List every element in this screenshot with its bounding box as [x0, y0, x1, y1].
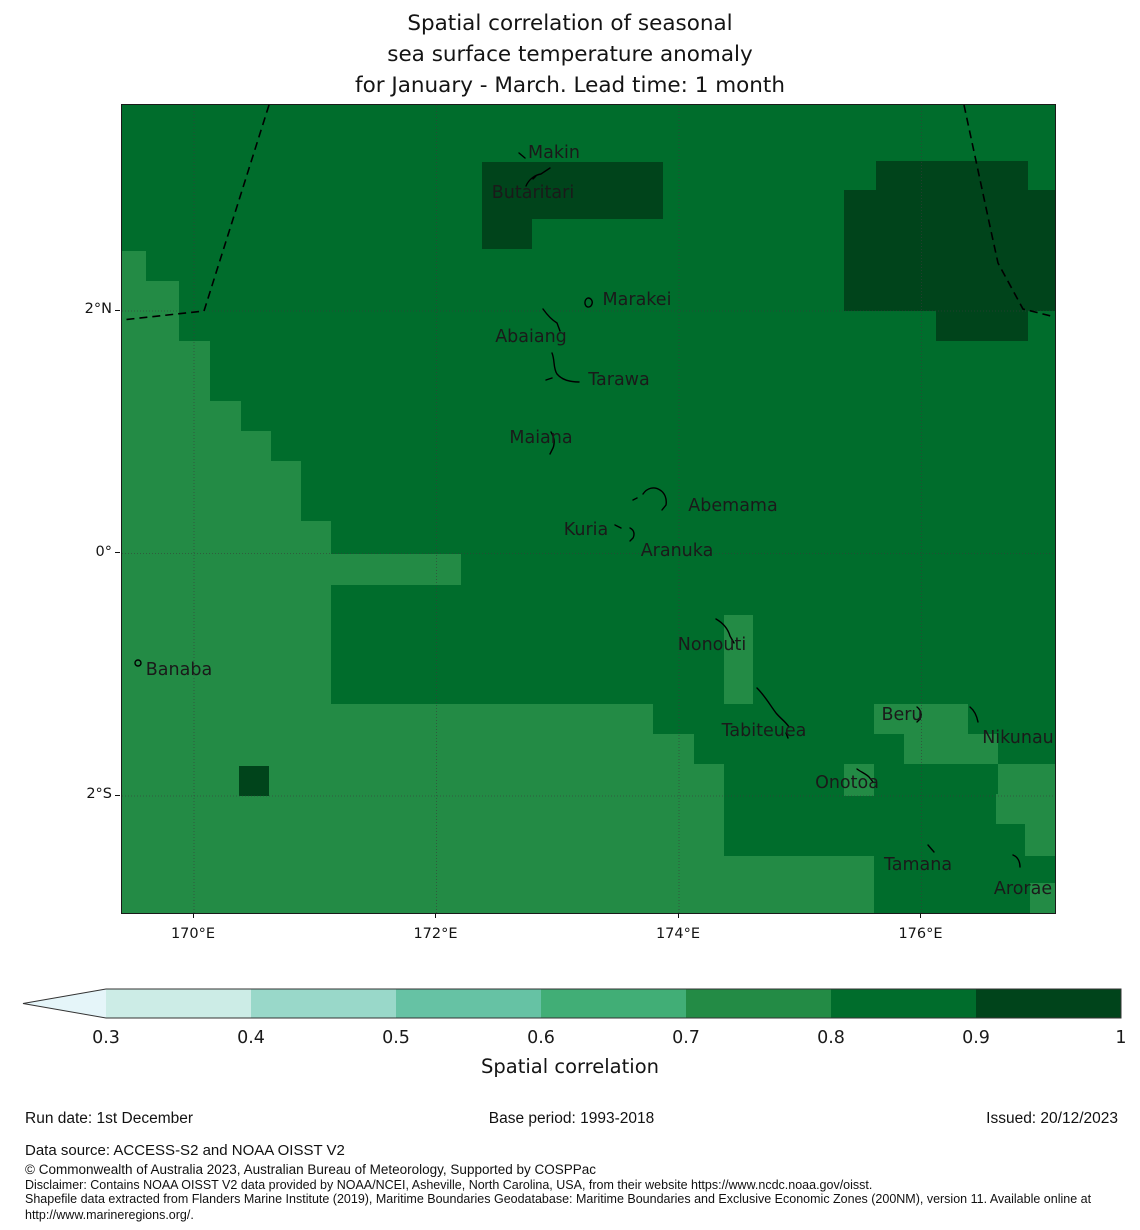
region-rect [724, 615, 753, 704]
region-rect [996, 794, 1055, 824]
data-source-text: Data source: ACCESS-S2 and NOAA OISST V2 [25, 1142, 345, 1159]
colorbar-tick-label: 0.8 [817, 1028, 845, 1048]
island-label: Onotoa [815, 773, 879, 793]
island-label: Maiana [509, 428, 573, 448]
y-axis-tick [115, 552, 120, 553]
island-label: Nikunau [982, 728, 1054, 748]
chart-title-line-3: for January - March. Lead time: 1 month [355, 73, 785, 98]
y-axis-tick-label: 0° [95, 543, 112, 560]
x-axis-tick-label: 176°E [898, 926, 943, 942]
region-rect [239, 766, 269, 796]
region-rect [936, 311, 1028, 341]
region-rect [122, 431, 271, 461]
run-date-text: Run date: 1st December [25, 1110, 194, 1127]
island-label: Makin [528, 143, 580, 163]
region-rect [998, 764, 1055, 796]
island-label: Kuria [563, 520, 609, 540]
island-label: Arorae [993, 879, 1053, 899]
colorbar-segment [396, 989, 541, 1018]
region-rect [122, 794, 724, 913]
colorbar-segment [831, 989, 976, 1018]
island-label: Aranuka [640, 541, 714, 561]
y-axis-tick [115, 310, 120, 311]
issued-date-text: Issued: 20/12/2023 [986, 1110, 1118, 1127]
island-label: Tarawa [588, 370, 650, 390]
colorbar-segment [976, 989, 1121, 1018]
chart-title [0, 8, 1140, 101]
island-label: Tamana [883, 855, 953, 875]
colorbar-tick-label: 0.9 [962, 1028, 990, 1048]
region-rect [724, 856, 874, 913]
colorbar-svg [0, 985, 1140, 1051]
colorbar-segment [541, 989, 686, 1018]
x-axis-tick-label: 170°E [170, 926, 216, 942]
region-rect [122, 585, 331, 708]
shapefile-note-text: Shapefile data extracted from Flanders Marine Institute (2019), Maritime Boundaries Geodatabase: Maritime Boundaries and Exclusive Economic Zones (200NM), version 11. Available online at http://www.marineregions.org/. [25, 1192, 1092, 1222]
colorbar-under-arrow [23, 989, 106, 1018]
x-axis-tick-label: 172°E [413, 926, 458, 942]
region-rect [844, 190, 1055, 311]
colorbar-tick-label: 1 [1115, 1028, 1127, 1048]
y-axis-tick-label: 2°S [86, 786, 112, 802]
region-rect [122, 341, 210, 401]
x-axis-tick [678, 913, 679, 918]
colorbar-tick-label: 0.3 [92, 1028, 120, 1048]
colorbar-tick-label: 0.4 [237, 1028, 265, 1048]
map-svg [122, 105, 1055, 913]
island-label: Banaba [145, 660, 213, 680]
island-label: Nonouti [677, 635, 747, 655]
island-label: Marakei [602, 290, 672, 310]
island-label: Abaiang [495, 327, 567, 347]
region-rect [122, 734, 694, 764]
region-rect [1025, 824, 1055, 856]
colorbar-segment [686, 989, 831, 1018]
base-period-text: Base period: 1993-2018 [488, 1110, 655, 1127]
colorbar-segment [106, 989, 251, 1018]
island-label: Butaritari [491, 183, 575, 203]
chart-title-line-2: sea surface temperature anomaly [387, 42, 753, 67]
region-rect [122, 521, 331, 554]
colorbar-tick-label: 0.5 [382, 1028, 410, 1048]
region-rect [122, 764, 724, 794]
disclaimer-text: Disclaimer: Contains NOAA OISST V2 data provided by NOAA/NCEI, Asheville, North Carolina, USA, from their website https://www.ncdc.noaa.gov/oisst. [25, 1178, 873, 1192]
x-axis-tick-label: 174°E [655, 926, 701, 942]
island-label: Tabiteuea [721, 721, 807, 741]
x-axis-tick [193, 913, 194, 918]
island-label: Beru [881, 705, 923, 725]
region-rect [876, 161, 1028, 190]
copyright-text: © Commonwealth of Australia 2023, Australian Bureau of Meteorology, Supported by COSPPac [25, 1162, 597, 1177]
region-rect [122, 554, 461, 585]
y-axis-tick-label: 2°N [84, 301, 112, 317]
map-plot-area [121, 104, 1056, 914]
y-axis-tick [115, 795, 120, 796]
region-rect [122, 461, 301, 521]
colorbar-segment [251, 989, 396, 1018]
region-rect [122, 251, 146, 281]
colorbar-label: Spatial correlation [481, 1055, 659, 1078]
region-rect [482, 219, 532, 249]
x-axis-tick [920, 913, 921, 918]
region-rect [122, 704, 653, 734]
chart-title-line-1: Spatial correlation of seasonal [407, 11, 733, 36]
region-rect [122, 401, 241, 431]
colorbar-tick-label: 0.7 [672, 1028, 700, 1048]
island-label: Abemama [688, 496, 778, 516]
x-axis-tick [435, 913, 436, 918]
colorbar-tick-label: 0.6 [527, 1028, 555, 1048]
